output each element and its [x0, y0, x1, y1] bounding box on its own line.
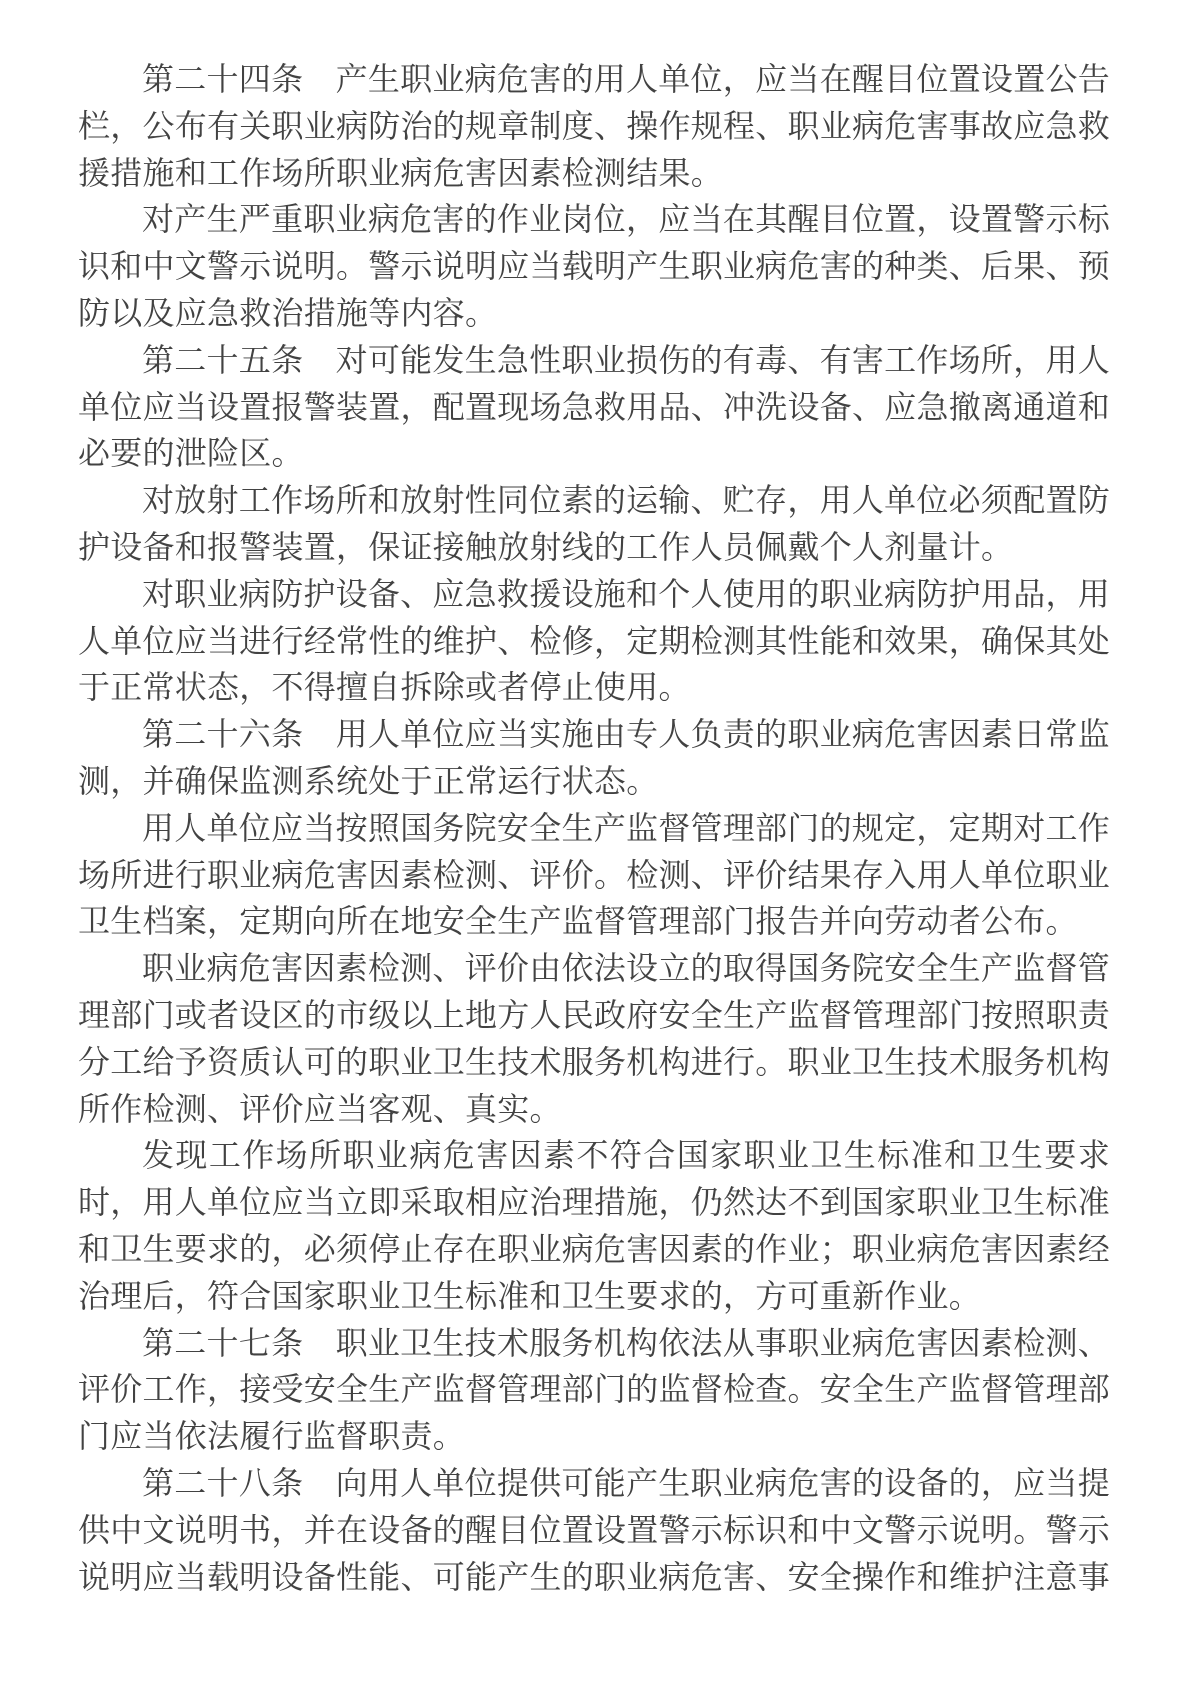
- paragraph-article-26-agencies: 职业病危害因素检测、评价由依法设立的取得国务院安全生产监督管理部门或者设区的市级以上地方人民政府安全生产监督管理部门按照职责分工给予资质认可的职业卫生技术服务机构进行。职业卫生技术服务机构所作检测、评价应当客观、真实。: [78, 950, 1111, 1127]
- paragraph-article-24: 第二十四条 产生职业病危害的用人单位，应当在醒目位置设置公告栏，公布有关职业病防治的规章制度、操作规程、职业病危害事故应急救援措施和工作场所职业病危害因素检测结果。: [78, 61, 1111, 191]
- paragraph-article-26: 第二十六条 用人单位应当实施由专人负责的职业病危害因素日常监测，并确保监测系统处于正常运行状态。: [78, 716, 1110, 799]
- paragraph-article-25: 第二十五条 对可能发生急性职业损伤的有毒、有害工作场所，用人单位应当设置报警装置，配置现场急救用品、冲洗设备、应急撤离通道和必要的泄险区。: [78, 341, 1111, 472]
- paragraph-article-27: 第二十七条 职业卫生技术服务机构依法从事职业病危害因素检测、评价工作，接受安全生产监督管理部门的监督检查。安全生产监督管理部门应当依法履行监督职责。: [78, 1324, 1111, 1455]
- paragraph-article-24-warning-signs: 对产生严重职业病危害的作业岗位，应当在其醒目位置，设置警示标识和中文警示说明。警示说明应当载明产生职业病危害的种类、后果、预防以及应急救治措施等内容。: [78, 201, 1111, 331]
- paragraph-article-26-noncompliance: 发现工作场所职业病危害因素不符合国家职业卫生标准和卫生要求时，用人单位应当立即采取相应治理措施，仍然达不到国家职业卫生标准和卫生要求的，必须停止存在职业病危害因素的作业；职业病危害因素经治理后，符合国家职业卫生标准和卫生要求的，方可重新作业。: [78, 1137, 1111, 1314]
- paragraph-article-28: 第二十八条 向用人单位提供可能产生职业病危害的设备的，应当提供中文说明书，并在设备的醒目位置设置警示标识和中文警示说明。警示说明应当载明设备性能、可能产生的职业病危害、安全操作和维护注意事: [78, 1464, 1111, 1595]
- paragraph-article-25-maintenance: 对职业病防护设备、应急救援设施和个人使用的职业病防护用品，用人单位应当进行经常性的维护、检修，定期检测其性能和效果，确保其处于正常状态，不得擅自拆除或者停止使用。: [78, 575, 1111, 706]
- paragraph-article-25-radiation: 对放射工作场所和放射性同位素的运输、贮存，用人单位必须配置防护设备和报警装置，保证接触放射线的工作人员佩戴个人剂量计。: [78, 482, 1110, 565]
- paragraph-article-26-testing: 用人单位应当按照国务院安全生产监督管理部门的规定，定期对工作场所进行职业病危害因素检测、评价。检测、评价结果存入用人单位职业卫生档案，定期向所在地安全生产监督管理部门报告并向劳动者公布。: [78, 809, 1111, 940]
